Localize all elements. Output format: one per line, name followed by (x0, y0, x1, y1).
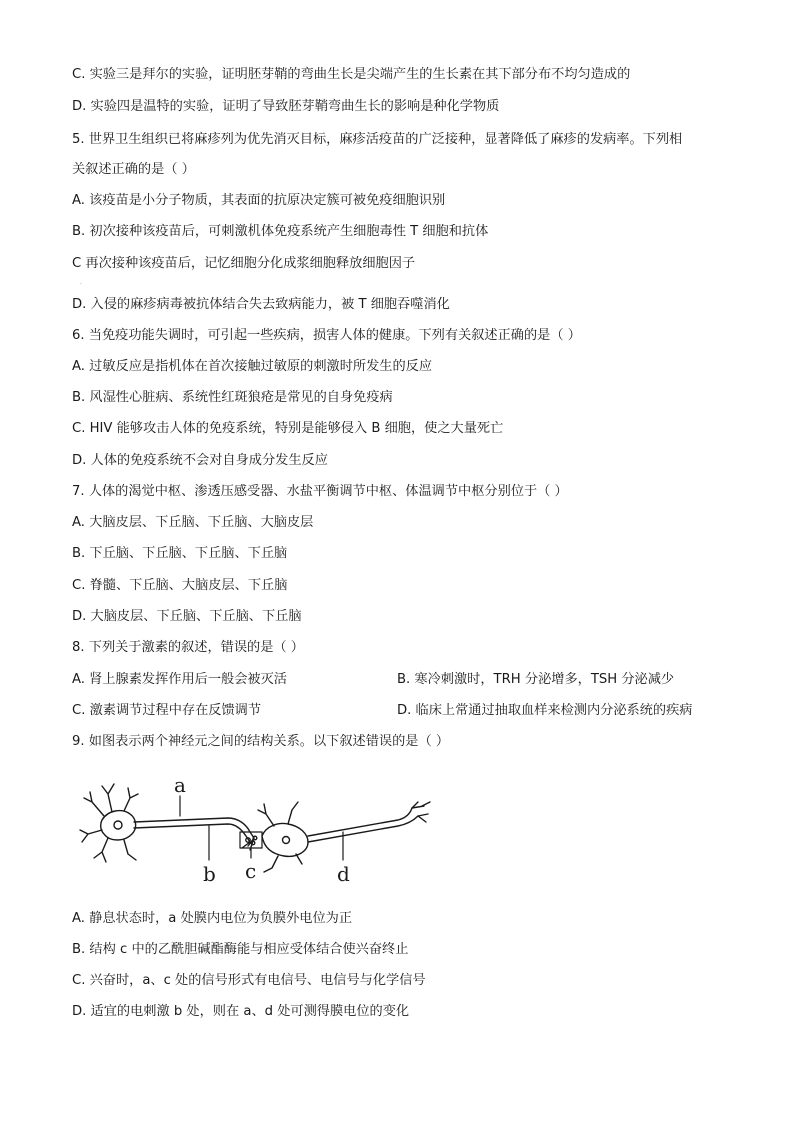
q6-option-a: A. 过敏反应是指机体在首次接触过敏原的刺激时所发生的反应 (72, 359, 433, 374)
label-pointers (180, 796, 343, 860)
q5-option-a: A. 该疫苗是小分子物质，其表面的抗原决定簇可被免疫细胞识别 (72, 193, 446, 208)
q4-option-c: C. 实验三是拜尔的实验，证明胚芽鞘的弯曲生长是尖端产生的生长素在其下部分布不均匀造成的 (72, 67, 631, 82)
q5-stem-line-2: 关叙述正确的是（ ） (72, 162, 195, 177)
q4-option-d: D. 实验四是温特的实验，证明了导致胚芽鞘弯曲生长的影响是种化学物质 (72, 99, 500, 114)
scan-speck: · (80, 281, 82, 288)
q7-stem: 7. 人体的渴觉中枢、渗透压感受器、水盐平衡调节中枢、体温调节中枢分别位于（ ） (72, 484, 568, 499)
q9-option-b: B. 结构 c 中的乙酰胆碱酯酶能与相应受体结合使兴奋终止 (72, 942, 409, 957)
q8-option-c: C. 激素调节过程中存在反馈调节 (72, 703, 262, 718)
q5-option-b: B. 初次接种该疫苗后，可刺激机体免疫系统产生细胞毒性 T 细胞和抗体 (72, 224, 489, 239)
q7-option-d: D. 大脑皮层、下丘脑、下丘脑、下丘脑 (72, 609, 302, 624)
q6-stem: 6. 当免疫功能失调时，可引起一些疾病，损害人体的健康。下列有关叙述正确的是（ ） (72, 328, 581, 343)
q7-option-a: A. 大脑皮层、下丘脑、下丘脑、大脑皮层 (72, 515, 314, 530)
q8-option-b: B. 寒冷刺激时，TRH 分泌增多，TSH 分泌减少 (397, 672, 675, 687)
q5-option-d: D. 入侵的麻疹病毒被抗体结合失去致病能力，被 T 细胞吞噬消化 (72, 297, 450, 312)
label-d: d (337, 862, 350, 886)
neuron-1-axon (134, 818, 254, 850)
q5-option-c: C 再次接种该疫苗后，记忆细胞分化成浆细胞释放细胞因子 (72, 256, 416, 271)
q8-stem: 8. 下列关于激素的叙述，错误的是（ ） (72, 640, 304, 655)
label-a: a (174, 773, 186, 797)
neuron-1-cell-body (80, 784, 138, 862)
q9-option-d: D. 适宜的电刺激 b 处，则在 a、d 处可测得膜电位的变化 (72, 1004, 410, 1019)
q5-stem-line-1: 5. 世界卫生组织已将麻疹列为优先消灭目标，麻疹活疫苗的广泛接种，显著降低了麻疹的发病率。下列相 (72, 132, 683, 147)
q8-option-d: D. 临床上常通过抽取血样来检测内分泌系统的疾病 (397, 703, 693, 718)
q8-option-a: A. 肾上腺素发挥作用后一般会被灭活 (72, 672, 287, 687)
q9-option-c: C. 兴奋时，a、c 处的信号形式有电信号、电信号与化学信号 (72, 973, 426, 988)
q7-option-c: C. 脊髓、下丘脑、大脑皮层、下丘脑 (72, 578, 288, 593)
q6-option-b: B. 风湿性心脏病、系统性红斑狼疮是常见的自身免疫病 (72, 390, 393, 405)
q7-option-b: B. 下丘脑、下丘脑、下丘脑、下丘脑 (72, 546, 288, 561)
q9-option-a: A. 静息状态时，a 处膜内电位为负膜外电位为正 (72, 911, 353, 926)
label-b: b (203, 862, 216, 886)
label-c: c (245, 859, 257, 883)
q9-stem: 9. 如图表示两个神经元之间的结构关系。以下叙述错误的是（ ） (72, 734, 450, 749)
q6-option-d: D. 人体的免疫系统不会对自身成分发生反应 (72, 453, 328, 468)
neuron-2-axon (308, 802, 430, 842)
q6-option-c: C. HIV 能够攻击人体的免疫系统，特别是能够侵入 B 细胞，使之大量死亡 (72, 421, 504, 436)
neuron-diagram (78, 772, 438, 887)
neuron-2-cell-body (258, 802, 308, 872)
